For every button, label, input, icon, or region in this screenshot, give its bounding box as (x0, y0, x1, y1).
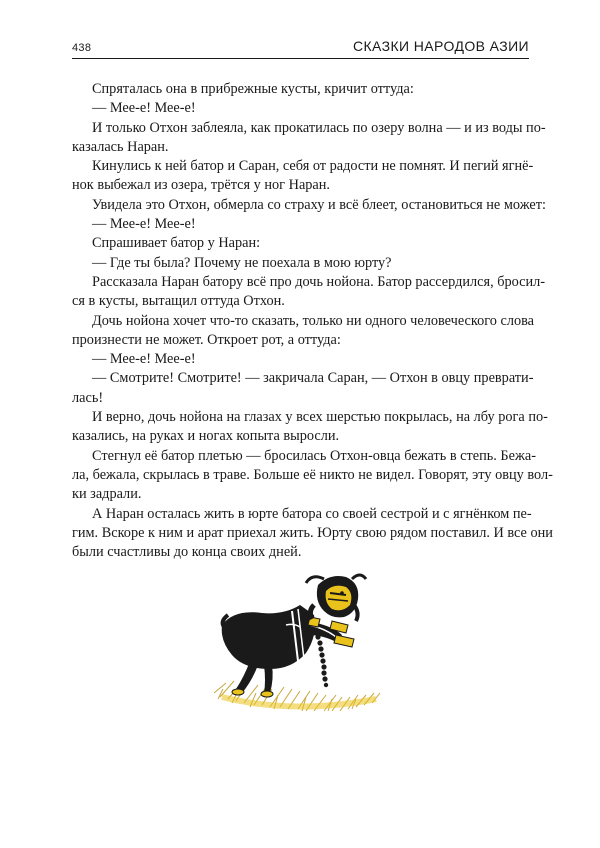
text-line: — Мее-е! Мее-е! (92, 351, 196, 368)
text-line: Спряталась она в прибрежные кусты, кричит оттуда: (92, 81, 414, 97)
page-number: 438 (72, 42, 92, 54)
text-line: — Мее-е! Мее-е! (92, 216, 196, 233)
text-line: ла, бежала, скрылась в траве. Больше её никто не видел. Говорят, эту овцу вол- (72, 466, 553, 483)
text-line: — Мее-е! Мее-е! (92, 100, 196, 117)
page-header (72, 38, 529, 58)
text-line: Рассказала Наран батору всё про дочь нойона. Батор рассердился, бросил- (92, 273, 546, 290)
text-line: нок выбежал из озера, трётся у ног Наран. (72, 177, 331, 194)
text-line: Кинулись к ней батор и Саран, себя от радости не помнят. И пегий ягнё- (92, 158, 534, 175)
header-rule (72, 58, 529, 59)
text-line: казалась Наран. (72, 138, 169, 155)
story-text (72, 80, 553, 562)
sheep-illustration (214, 565, 382, 715)
necklace (315, 634, 328, 687)
text-line: лась! (72, 389, 104, 406)
running-title: СКАЗКИ НАРОДОВ АЗИИ (352, 38, 529, 54)
text-line: гим. Вскоре к ним и арат приехал жить. Юрту свою рядом поставил. И все они (72, 524, 553, 541)
text-line: Увидела это Отхон, обмерла со страху и всё блеет, остановиться не может: (92, 196, 546, 213)
text-line: произнести не может. Откроет рот, а оттуда: (72, 331, 341, 348)
sheep-woman-drawing (214, 565, 382, 715)
text-line: ки задрали. (72, 486, 142, 503)
text-line: Спрашивает батор у Наран: (92, 235, 261, 252)
text-line: — Смотрите! Смотрите! — закричала Саран, — Отхон в овцу преврати- (92, 370, 534, 387)
text-line: Дочь нойона хочет что-то сказать, только ни одного человеческого слова (92, 312, 535, 329)
text-line: И верно, дочь нойона на глазах у всех шерстью покрылась, на лбу рога по- (92, 409, 548, 426)
text-line: А Наран осталась жить в юрте батора со своей сестрой и с ягнёнком пе- (92, 505, 532, 522)
text-line: ся в кусты, вытащил оттуда Отхон. (72, 293, 285, 310)
text-line: Стегнул её батор плетью — бросилась Отхон-овца бежать в степь. Бежа- (92, 447, 536, 464)
text-line: были счастливы до конца своих дней. (72, 544, 302, 561)
text-line: — Где ты была? Почему не поехала в мою юрту? (92, 254, 392, 271)
text-line: И только Отхон заблеяла, как прокатилась по озеру волна — и из воды по- (92, 119, 546, 136)
text-line: казались, на руках и ногах копыта выросли. (72, 428, 340, 445)
